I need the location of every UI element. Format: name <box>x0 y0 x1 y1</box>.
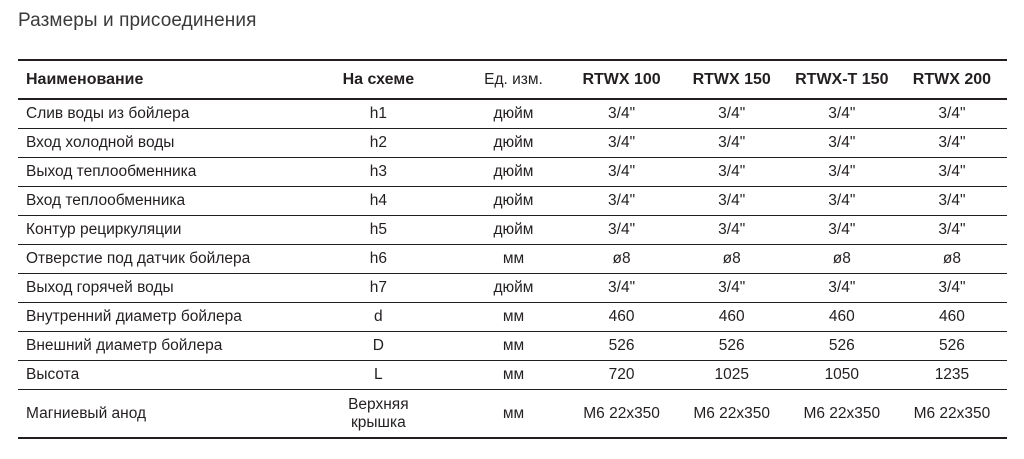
table-row <box>18 274 1007 303</box>
row-model-1-cell: 3/4" <box>567 158 677 187</box>
row-name-cell: Выход горячей воды <box>18 274 296 303</box>
row-name-cell: Внутренний диаметр бойлера <box>18 303 296 332</box>
row-model-3-cell: 1050 <box>787 361 897 390</box>
row-unit-cell: мм <box>460 390 566 439</box>
row-name-cell: Отверстие под датчик бойлера <box>18 245 296 274</box>
header-model-2: RTWX 150 <box>677 60 787 99</box>
table-row <box>18 303 1007 332</box>
header-scheme: На схеме <box>296 60 460 99</box>
row-model-1-cell: 3/4" <box>567 274 677 303</box>
row-model-2-cell: 460 <box>677 303 787 332</box>
row-model-4-cell: 3/4" <box>897 274 1007 303</box>
row-model-2-cell: M6 22x350 <box>677 390 787 439</box>
row-model-4-cell: 3/4" <box>897 158 1007 187</box>
row-name-cell: Магниевый анод <box>18 390 296 439</box>
row-model-3-cell: 3/4" <box>787 99 897 129</box>
row-model-3-cell: 526 <box>787 332 897 361</box>
row-scheme-cell: d <box>296 303 460 332</box>
header-model-1: RTWX 100 <box>567 60 677 99</box>
row-model-4-cell: 1235 <box>897 361 1007 390</box>
row-model-1-cell: 3/4" <box>567 187 677 216</box>
row-model-3-cell: 3/4" <box>787 129 897 158</box>
row-scheme-cell: L <box>296 361 460 390</box>
row-model-1-cell: 3/4" <box>567 99 677 129</box>
row-model-1-cell: M6 22x350 <box>567 390 677 439</box>
row-scheme-cell: h2 <box>296 129 460 158</box>
table-row <box>18 390 1007 439</box>
row-model-3-cell: 3/4" <box>787 187 897 216</box>
row-model-4-cell: 3/4" <box>897 187 1007 216</box>
row-model-2-cell: ø8 <box>677 245 787 274</box>
row-model-2-cell: 3/4" <box>677 274 787 303</box>
header-unit: Ед. изм. <box>460 60 566 99</box>
row-model-2-cell: 1025 <box>677 361 787 390</box>
row-model-3-cell: 3/4" <box>787 274 897 303</box>
row-model-3-cell: 460 <box>787 303 897 332</box>
row-name-cell: Контур рециркуляции <box>18 216 296 245</box>
row-scheme-cell: h3 <box>296 158 460 187</box>
row-model-1-cell: 526 <box>567 332 677 361</box>
row-model-4-cell: 3/4" <box>897 129 1007 158</box>
row-name-cell: Вход холодной воды <box>18 129 296 158</box>
table-row <box>18 361 1007 390</box>
row-scheme-cell: D <box>296 332 460 361</box>
row-model-4-cell: ø8 <box>897 245 1007 274</box>
dimensions-table <box>18 59 1007 439</box>
row-name-cell: Внешний диаметр бойлера <box>18 332 296 361</box>
row-model-4-cell: 526 <box>897 332 1007 361</box>
table-row <box>18 332 1007 361</box>
row-unit-cell: дюйм <box>460 99 566 129</box>
row-model-1-cell: ø8 <box>567 245 677 274</box>
header-name: Наименование <box>18 60 296 99</box>
row-scheme-cell: h5 <box>296 216 460 245</box>
header-model-4: RTWX 200 <box>897 60 1007 99</box>
section-title: Размеры и присоединения <box>18 10 257 31</box>
table-row <box>18 245 1007 274</box>
row-model-4-cell: 3/4" <box>897 216 1007 245</box>
row-model-2-cell: 3/4" <box>677 158 787 187</box>
row-model-1-cell: 460 <box>567 303 677 332</box>
row-scheme-cell: h1 <box>296 99 460 129</box>
row-model-2-cell: 3/4" <box>677 99 787 129</box>
row-model-4-cell: M6 22x350 <box>897 390 1007 439</box>
row-model-2-cell: 3/4" <box>677 187 787 216</box>
header-model-3: RTWX-T 150 <box>787 60 897 99</box>
row-unit-cell: мм <box>460 303 566 332</box>
row-unit-cell: дюйм <box>460 216 566 245</box>
row-model-4-cell: 3/4" <box>897 99 1007 129</box>
row-unit-cell: мм <box>460 361 566 390</box>
row-model-2-cell: 3/4" <box>677 129 787 158</box>
row-name-cell: Вход теплообменника <box>18 187 296 216</box>
row-name-cell: Выход теплообменника <box>18 158 296 187</box>
row-model-2-cell: 526 <box>677 332 787 361</box>
row-model-1-cell: 3/4" <box>567 129 677 158</box>
row-scheme-cell: h7 <box>296 274 460 303</box>
row-model-3-cell: M6 22x350 <box>787 390 897 439</box>
row-unit-cell: мм <box>460 332 566 361</box>
table-row <box>18 99 1007 129</box>
row-scheme-cell: Верхняя крышка <box>296 390 460 439</box>
table-row <box>18 187 1007 216</box>
row-unit-cell: дюйм <box>460 129 566 158</box>
row-model-1-cell: 3/4" <box>567 216 677 245</box>
row-model-2-cell: 3/4" <box>677 216 787 245</box>
row-model-3-cell: 3/4" <box>787 158 897 187</box>
row-unit-cell: дюйм <box>460 187 566 216</box>
table-body <box>18 99 1007 438</box>
table-header-row <box>18 60 1007 99</box>
row-model-3-cell: ø8 <box>787 245 897 274</box>
table-row <box>18 129 1007 158</box>
row-scheme-cell: h6 <box>296 245 460 274</box>
table-row <box>18 158 1007 187</box>
row-unit-cell: дюйм <box>460 158 566 187</box>
row-name-cell: Слив воды из бойлера <box>18 99 296 129</box>
row-model-4-cell: 460 <box>897 303 1007 332</box>
row-unit-cell: мм <box>460 245 566 274</box>
row-model-1-cell: 720 <box>567 361 677 390</box>
row-model-3-cell: 3/4" <box>787 216 897 245</box>
row-name-cell: Высота <box>18 361 296 390</box>
row-unit-cell: дюйм <box>460 274 566 303</box>
row-scheme-cell: h4 <box>296 187 460 216</box>
table-row <box>18 216 1007 245</box>
